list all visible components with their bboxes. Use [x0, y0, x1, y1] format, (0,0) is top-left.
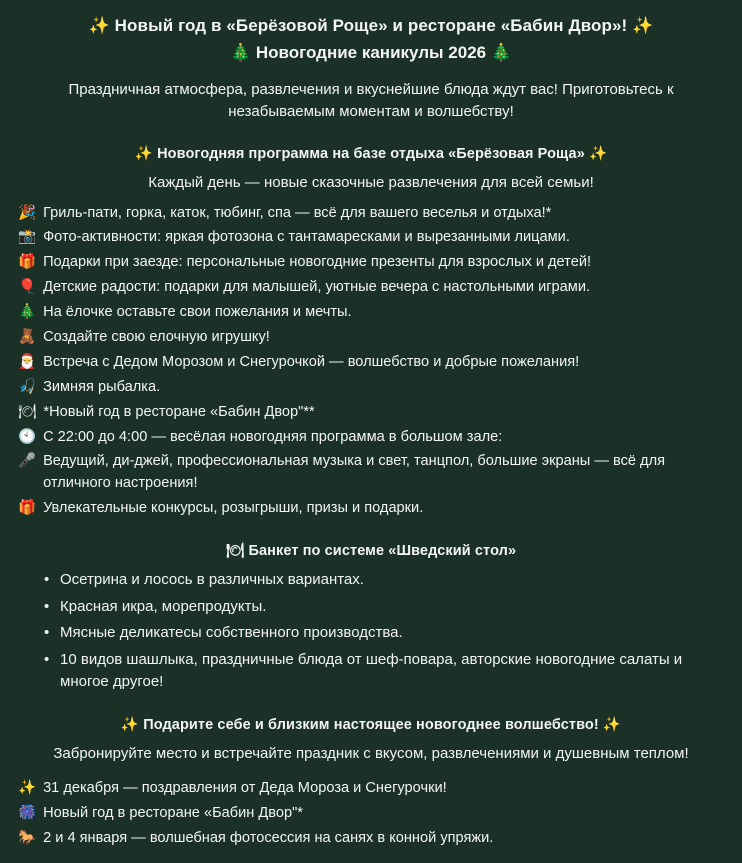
list-item — [18, 427, 724, 449]
program-heading: ✨ Новогодняя программа на базе отдыха «Берёзовая Роща» ✨ — [134, 145, 608, 162]
list-item — [18, 402, 724, 424]
party-popper-icon: 🎉 — [18, 204, 37, 221]
list-item-label: Ведущий, ди-джей, профессиональная музыка и свет, танцпол, большие экраны — всё для отличного настроения! — [43, 453, 665, 492]
list-item — [18, 828, 724, 850]
program-list — [18, 203, 724, 521]
page-title: ✨ Новый год в «Берёзовой Роще» и ресторане «Бабин Двор»! ✨ — [88, 16, 654, 35]
list-item-label: Детские радости: подарки для малышей, уютные вечера с настольными играми. — [43, 279, 591, 296]
list-item — [18, 451, 724, 495]
list-item — [18, 227, 724, 249]
page-subtitle: 🎄 Новогодние каникулы 2026 🎄 — [229, 42, 513, 62]
list-item-label: Подарки при заезде: персональные новогодние презенты для взрослых и детей! — [43, 254, 592, 271]
fishing-icon: 🎣 — [18, 378, 37, 395]
list-item — [18, 352, 724, 374]
horse-icon: 🐎 — [18, 830, 37, 847]
list-item — [18, 803, 724, 825]
fireworks-icon: 🎆 — [18, 805, 37, 822]
intro-paragraph: Праздничная атмосфера, развлечения и вкуснейшие блюда ждут вас! Приготовьтесь к незабываемым моментам и волшебству! — [68, 81, 674, 121]
list-item-label: 31 декабря — поздравления от Деда Мороза и Снегурочки! — [43, 780, 447, 797]
list-item: • Мясные деликатесы собственного производства. — [44, 622, 724, 645]
list-item-label: *Новый год в ресторане «Бабин Двор"** — [43, 403, 315, 420]
list-item — [18, 327, 724, 349]
clock-icon: 🕙 — [18, 428, 37, 445]
program-lead: Каждый день — новые сказочные развлечения для всей семьи! — [148, 173, 594, 191]
list-item — [18, 252, 724, 274]
list-item-label: Создайте свою елочную игрушку! — [43, 328, 270, 345]
list-item-label: Зимняя рыбалка. — [43, 378, 161, 395]
banquet-heading: 🍽 Банкет по системе «Шведский стол» — [225, 543, 517, 560]
list-item — [18, 498, 724, 520]
list-item — [18, 277, 724, 299]
list-item: • Осетрина и лосось в различных вариантах. — [44, 569, 724, 592]
list-item — [18, 377, 724, 399]
list-item-label: Фото-активности: яркая фотозона с тантамаресками и вырезанными лицами. — [43, 229, 570, 246]
cta-heading: ✨ Подарите себе и близким настоящее новогоднее волшебство! ✨ — [120, 716, 622, 733]
christmas-tree-icon: 🎄 — [18, 304, 37, 321]
cta-text: Забронируйте место и встречайте праздник с вкусом, развлечениями и душевным теплом! — [53, 744, 689, 762]
gift-icon: 🎁 — [18, 254, 37, 271]
list-item — [18, 302, 724, 324]
sparkles-icon: ✨ — [18, 780, 37, 797]
list-item-label: На ёлочке оставьте свои пожелания и мечты. — [43, 304, 352, 321]
camera-icon: 📸 — [18, 229, 37, 246]
santa-icon: 🎅 — [18, 353, 37, 370]
list-item: • Красная икра, морепродукты. — [44, 596, 724, 619]
gift-icon: 🎁 — [18, 500, 37, 517]
list-item-label: Встреча с Дедом Морозом и Снегурочкой — волшебство и добрые пожелания! — [43, 353, 580, 370]
balloon-icon: 🎈 — [18, 279, 37, 296]
dates-list — [18, 778, 724, 850]
list-item-label: Новый год в ресторане «Бабин Двор"* — [43, 805, 303, 822]
list-item-label: 2 и 4 января — волшебная фотосессия на санях в конной упряжи. — [43, 830, 494, 847]
list-item-label: Увлекательные конкурсы, розыгрыши, призы и подарки. — [43, 500, 424, 517]
list-item — [18, 203, 724, 225]
list-item: • 10 видов шашлыка, праздничные блюда от шеф-повара, авторские новогодние салаты и многое другое! — [44, 649, 724, 694]
banquet-list — [18, 569, 724, 694]
teddy-bear-icon: 🧸 — [18, 328, 37, 345]
list-item — [18, 778, 724, 800]
microphone-icon: 🎤 — [18, 453, 37, 470]
restaurant-icon: 🍽 — [18, 403, 37, 420]
list-item-label: Гриль-пати, горка, каток, тюбинг, спа — всё для вашего веселья и отдыха!* — [43, 204, 552, 221]
list-item-label: С 22:00 до 4:00 — весёлая новогодняя программа в большом зале: — [43, 428, 503, 445]
